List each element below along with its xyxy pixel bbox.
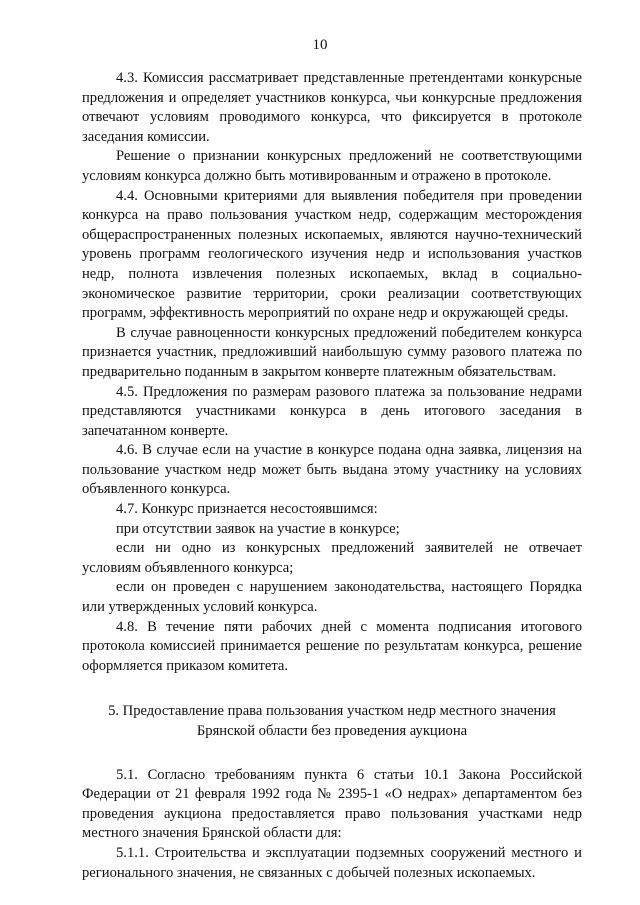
paragraph-4-6: 4.6. В случае если на участие в конкурсе подана одна заявка, лицензия на пользование участком недр может быть выдана этому участнику на условиях объявленного конкурса. [82, 442, 582, 498]
list-item-violation: если он проведен с нарушением законодательства, настоящего Порядка или утвержденных условий конкурса. [82, 579, 582, 616]
paragraph-5-1: 5.1. Согласно требованиям пункта 6 статьи 10.1 Закона Российской Федерации от 21 февраля 1992 года № 2395-1 «О недрах» департаментом без проведения аукциона предоставляется право пользования участками недр местного значения Брянской области для: [82, 766, 582, 842]
section-heading-line-2: Брянской области без проведения аукциона [196, 723, 468, 739]
paragraph-4-5: 4.5. Предложения по размерам разового платежа за пользование недрами представляются участниками конкурса в день итогового заседания в запечатанном конверте. [82, 383, 582, 439]
paragraph-equal-offers: В случае равноценности конкурсных предложений победителем конкурса признается участник, предложивший наибольшую сумму разового платежа по предварительно поданным в закрытом конверте платежным обязательствам. [82, 324, 582, 380]
paragraph-decision-motivation: Решение о признании конкурсных предложений не соответствующими условиям конкурса должно быть мотивированным и отражено в протоколе. [82, 148, 582, 184]
document-body [82, 69, 582, 883]
paragraph-5-1-1: 5.1.1. Строительства и эксплуатации подземных сооружений местного и регионального значения, не связанных с добычей полезных ископаемых. [82, 844, 582, 881]
page-number: 10 [312, 37, 328, 53]
paragraph-4-3: 4.3. Комиссия рассматривает представленные претендентами конкурсные предложения и определяет участников конкурса, чьи конкурсные предложения отвечают условиям проводимого конкурса, что фиксируется в протоколе заседания комиссии. [82, 70, 582, 145]
section-heading [82, 702, 582, 741]
paragraph-4-7: 4.7. Конкурс признается несостоявшимся: [116, 501, 378, 518]
section-heading-line-1: 5. Предоставление права пользования участком недр местного значения [108, 703, 556, 720]
paragraph-4-4: 4.4. Основными критериями для выявления победителя при проведении конкурса на право пользования участком недр, содержащим месторождения общераспространенных полезных ископаемых, являются научно-технический уровень программ геологического изучения недр и использования участков недр, полнота извлечения полезных ископаемых, вклад в социально-экономическое развитие территории, сроки реализации соответствующих программ, эффективность мероприятий по охране недр и окружающей среды. [82, 187, 582, 322]
list-item-no-compliance: если ни одно из конкурсных предложений заявителей не отвечает условиям объявленного конкурса; [82, 540, 582, 576]
list-item-no-applications: при отсутствии заявок на участие в конкурсе; [116, 520, 400, 537]
paragraph-4-8: 4.8. В течение пяти рабочих дней с момента подписания итогового протокола комиссией принимается решение по результатам конкурса, решение оформляется приказом комитета. [82, 618, 582, 674]
